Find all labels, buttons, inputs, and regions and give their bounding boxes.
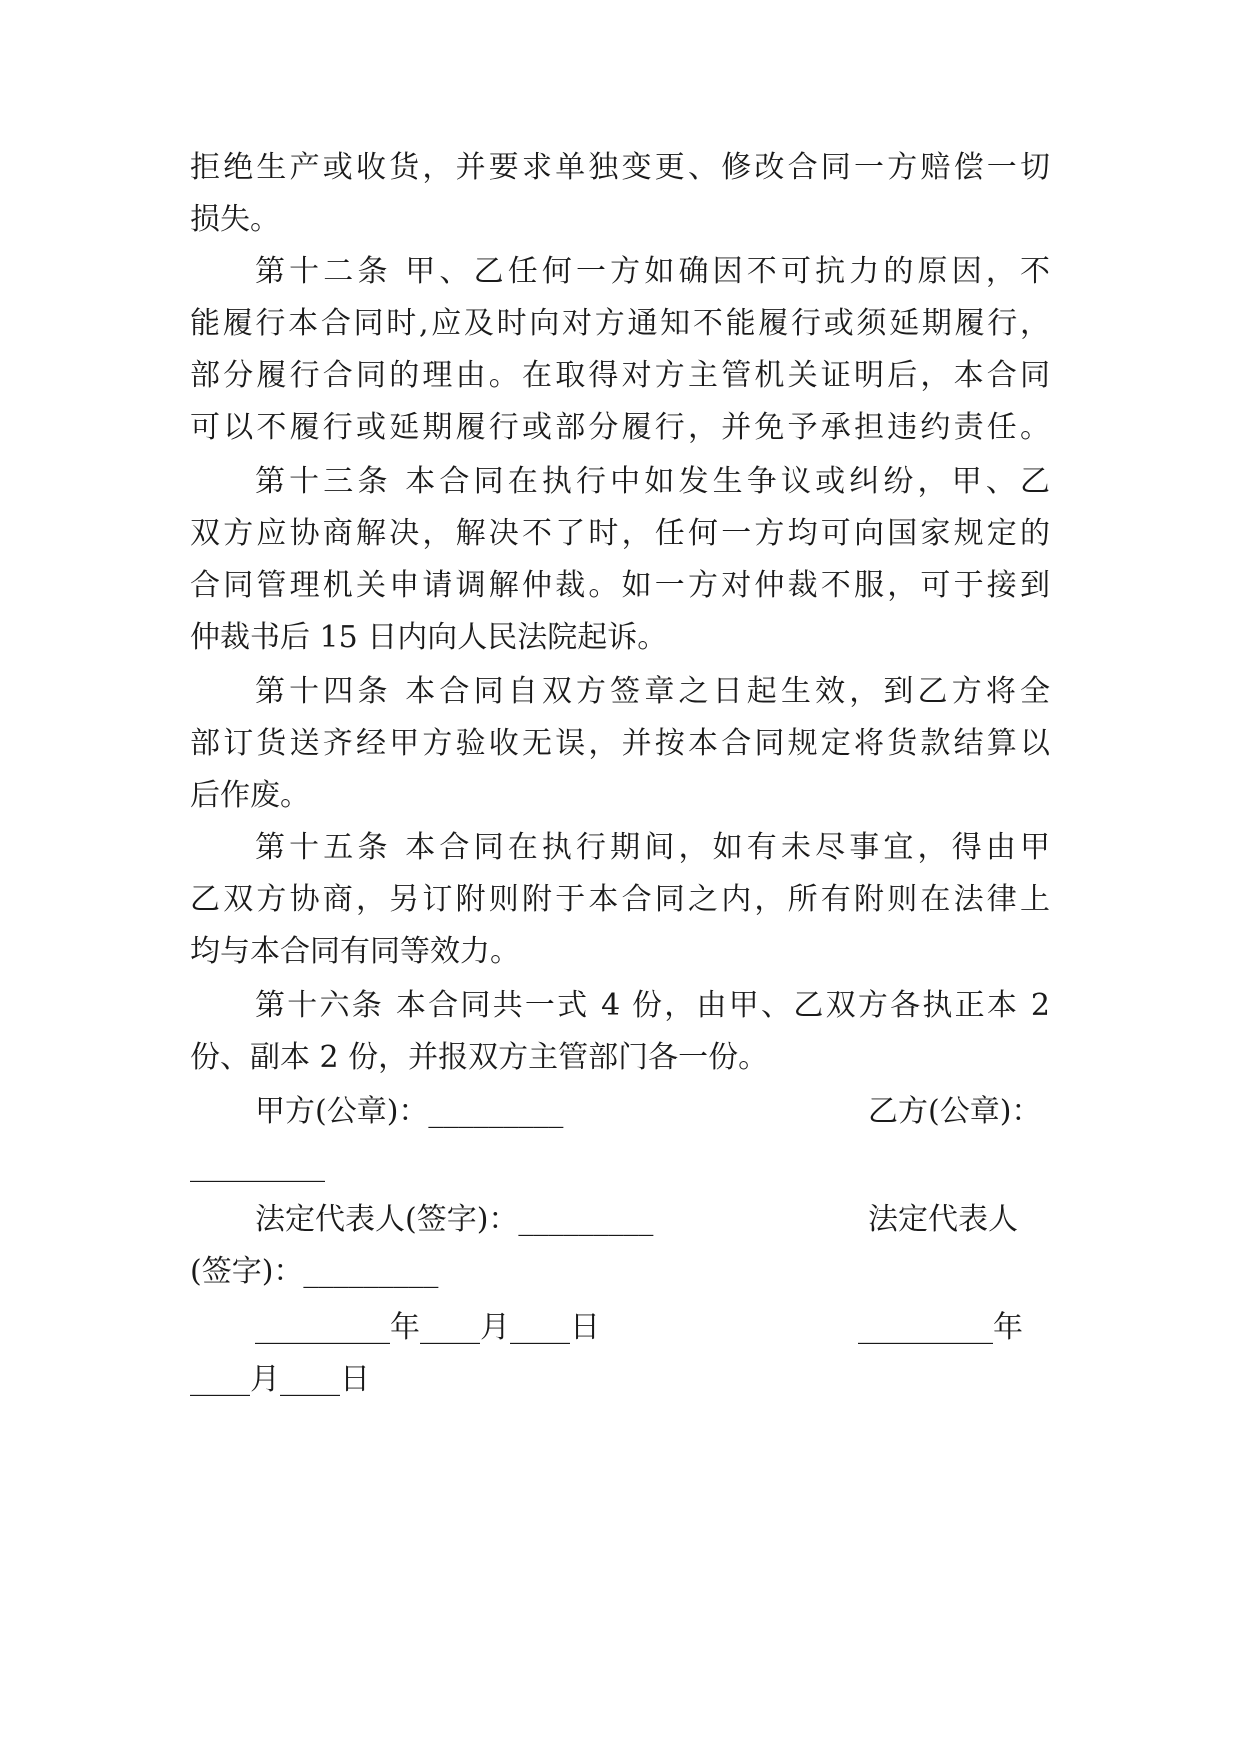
party-a-seal-field: 甲方(公章)：_________	[255, 1094, 564, 1129]
text-line: 份、副本 2 份，并报双方主管部门各一份。	[190, 1040, 769, 1075]
text-line: 合同管理机关申请调解仲裁。如一方对仲裁不服，可于接到	[190, 568, 1050, 603]
party-b-seal-blank: _________	[190, 1148, 325, 1183]
clause-14-heading-line: 第十四条 本合同自双方签章之日起生效，到乙方将全	[255, 674, 1050, 709]
text-line: 损失。	[190, 202, 280, 237]
clause-13-heading-line: 第十三条 本合同在执行中如发生争议或纠纷，甲、乙	[255, 464, 1050, 499]
text-line: 乙双方协商，另订附则附于本合同之内，所有附则在法律上	[190, 882, 1050, 917]
text-line: 拒绝生产或收货，并要求单独变更、修改合同一方赔偿一切	[190, 150, 1050, 185]
party-b-date-field: _________年	[858, 1310, 1023, 1345]
party-b-seal-field: 乙方(公章)：	[868, 1094, 1042, 1129]
text-line: 后作废。	[190, 778, 310, 813]
text-line: 部分履行合同的理由。在取得对方主管机关证明后，本合同	[190, 358, 1050, 393]
text-line: 双方应协商解决，解决不了时，任何一方均可向国家规定的	[190, 516, 1050, 551]
party-b-representative-signature: (签字)：_________	[190, 1254, 439, 1289]
party-b-representative-field: 法定代表人	[868, 1202, 1018, 1237]
party-b-date-cont: ____月____日	[190, 1362, 370, 1397]
party-a-representative-field: 法定代表人(签字)：_________	[255, 1202, 654, 1237]
clause-15-heading-line: 第十五条 本合同在执行期间，如有未尽事宜，得由甲	[255, 830, 1050, 865]
clause-16-heading-line: 第十六条 本合同共一式 4 份，由甲、乙双方各执正本 2	[255, 988, 1050, 1023]
party-a-date-field: _________年____月____日	[255, 1310, 600, 1345]
text-line: 能履行本合同时,应及时向对方通知不能履行或须延期履行，	[190, 306, 1050, 341]
text-line: 仲裁书后 15 日内向人民法院起诉。	[190, 620, 668, 655]
text-line: 部订货送齐经甲方验收无误，并按本合同规定将货款结算以	[190, 726, 1050, 761]
clause-12-heading-line: 第十二条 甲、乙任何一方如确因不可抗力的原因，不	[255, 254, 1050, 289]
text-line: 均与本合同有同等效力。	[190, 934, 520, 969]
text-line: 可以不履行或延期履行或部分履行，并免予承担违约责任。	[190, 410, 1050, 445]
